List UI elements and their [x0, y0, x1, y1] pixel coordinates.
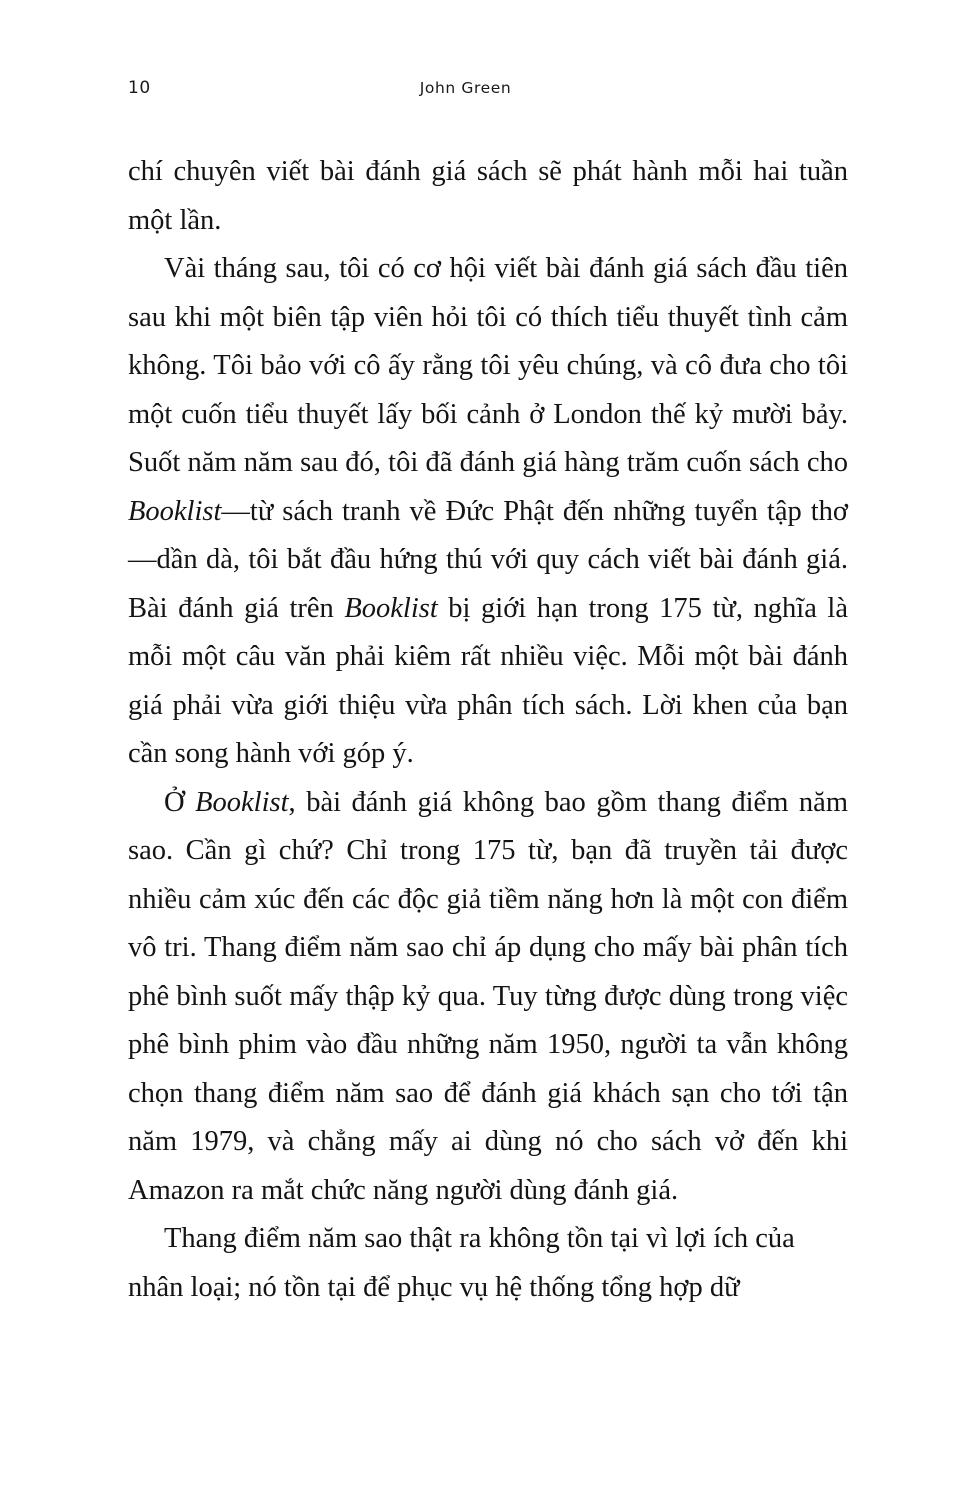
body-text [128, 148, 848, 1312]
paragraph: Ở Booklist, bài đánh giá không bao gồm thang điểm năm sao. Cần gì chứ? Chỉ trong 175 từ, bạn đã truyền tải được nhiều cảm xúc đến các độc giả tiềm năng hơn là một con điểm vô tri. Thang điểm năm sao chỉ áp dụng cho mấy bài phân tích phê bình suốt mấy thập kỷ qua. Tuy từng được dùng trong việc phê bình phim vào đầu những năm 1950, người ta vẫn không chọn thang điểm năm sao để đánh giá khách sạn cho tới tận năm 1979, và chẳng mấy ai dùng nó cho sách vở đến khi Amazon ra mắt chức năng người dùng đánh giá. [128, 786, 848, 1206]
running-head-title: John Green [419, 79, 512, 97]
page-number: 10 [128, 78, 151, 98]
running-head [128, 78, 847, 104]
italic-title: Booklist [195, 786, 289, 818]
paragraph: Vài tháng sau, tôi có cơ hội viết bài đánh giá sách đầu tiên sau khi một biên tập viên hỏi tôi có thích tiểu thuyết tình cảm không. Tôi bảo với cô ấy rằng tôi yêu chúng, và cô đưa cho tôi một cuốn tiểu thuyết lấy bối cảnh ở London thế kỷ mười bảy. Suốt năm năm sau đó, tôi đã đánh giá hàng trăm cuốn sách cho Booklist—từ sách tranh về Đức Phật đến những tuyển tập thơ—dần dà, tôi bắt đầu hứng thú với quy cách viết bài đánh giá. Bài đánh giá trên Booklist bị giới hạn trong 175 từ, nghĩa là mỗi một câu văn phải kiêm rất nhiều việc. Mỗi một bài đánh giá phải vừa giới thiệu vừa phân tích sách. Lời khen của bạn cần song hành với góp ý. [128, 253, 848, 769]
paragraph: Thang điểm năm sao thật ra không tồn tại vì lợi ích của nhân loại; nó tồn tại để phục vụ hệ thống tổng hợp dữ [128, 1223, 795, 1303]
paragraph: chí chuyên viết bài đánh giá sách sẽ phát hành mỗi hai tuần một lần. [128, 156, 848, 236]
italic-title: Booklist [128, 495, 222, 527]
italic-title: Booklist [344, 592, 438, 624]
